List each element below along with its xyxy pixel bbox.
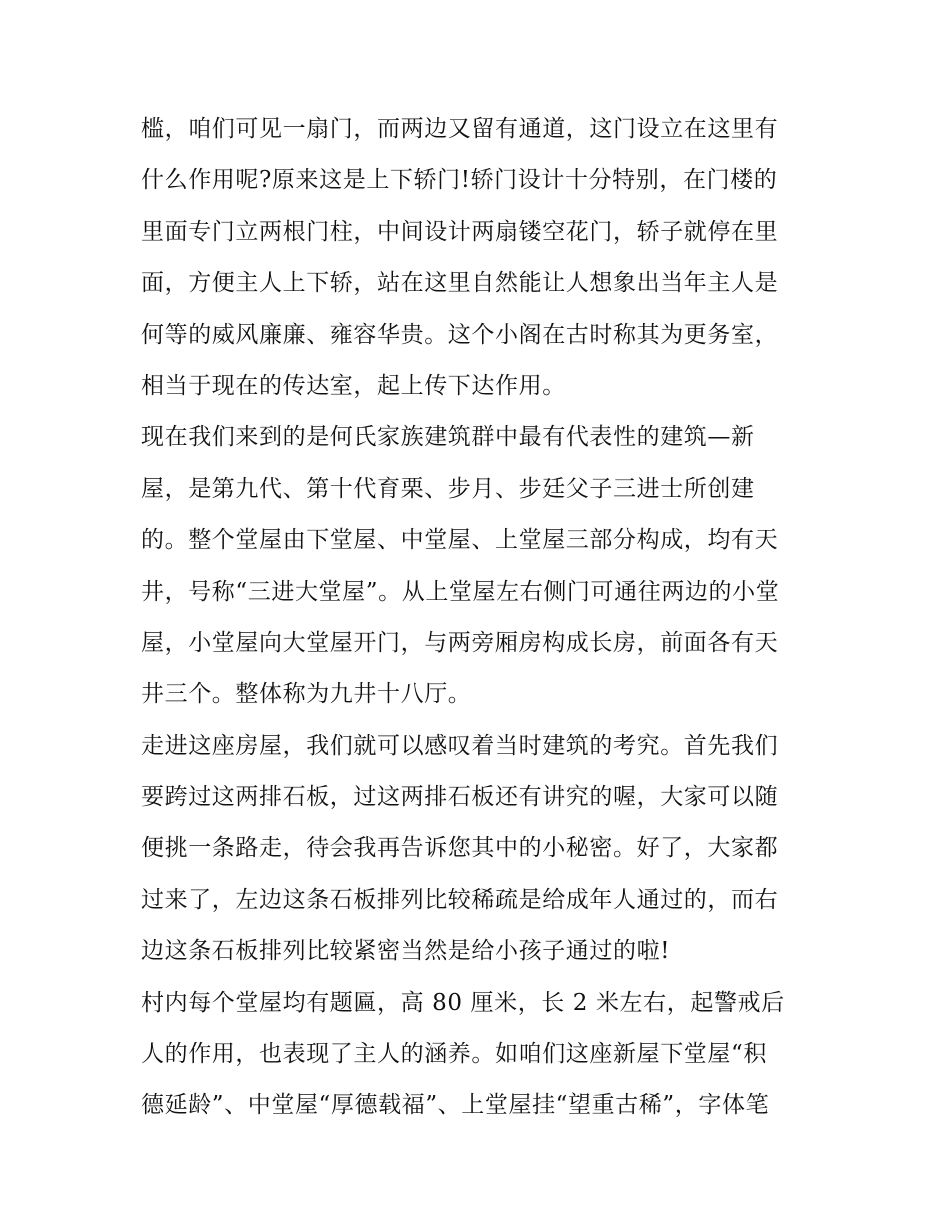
text-line: 人的作用，也表现了主人的涵养。如咱们这座新屋下堂屋“积	[141, 1041, 767, 1068]
text-line: 井三个。整体称为九井十八厅。	[141, 681, 472, 708]
body-text	[141, 104, 821, 1132]
text-line: 相当于现在的传达室，起上传下达作用。	[141, 372, 566, 399]
text-line: 槛，咱们可见一扇门，而两边又留有通道，这门设立在这里有	[141, 116, 779, 142]
text-line: 的。整个堂屋由下堂屋、中堂屋、上堂屋三部分构成，均有天	[141, 527, 779, 554]
text-line: 现在我们来到的是何氏家族建筑群中最有代表性的建筑—新	[141, 424, 755, 451]
text-line: 要跨过这两排石板，过这两排石板还有讲究的喔，大家可以随	[141, 784, 779, 811]
text-line: 德延龄”、中堂屋“厚德载福”、上堂屋挂“望重古稀”，字体笔	[141, 1092, 770, 1119]
text-line: 屋，小堂屋向大堂屋开门，与两旁厢房构成长房，前面各有天	[141, 629, 779, 656]
text-line: 边这条石板排列比较紧密当然是给小孩子通过的啦!	[141, 938, 671, 965]
text-line: 何等的威风廉廉、雍容华贵。这个小阁在古时称其为更务室，	[141, 321, 779, 348]
text-line: 井，号称“三进大堂屋”。从上堂屋左右侧门可通往两边的小堂	[141, 578, 780, 605]
text-line: 过来了，左边这条石板排列比较稀疏是给成年人通过的，而右	[141, 886, 779, 913]
text-line: 走进这座房屋，我们就可以感叹着当时建筑的考究。首先我们	[141, 732, 779, 759]
text-line: 便挑一条路走，待会我再告诉您其中的小秘密。好了，大家都	[141, 835, 779, 862]
text-line: 什么作用呢?原来这是上下轿门!轿门设计十分特别，在门楼的	[141, 167, 778, 194]
text-line: 村内每个堂屋均有题匾，高 80 厘米，长 2 米左右，起警戒后	[141, 989, 785, 1016]
text-line: 里面专门立两根门柱，中间设计两扇镂空花门，轿子就停在里	[141, 218, 779, 245]
text-line: 面，方便主人上下轿，站在这里自然能让人想象出当年主人是	[141, 270, 779, 297]
text-line: 屋，是第九代、第十代育栗、步月、步廷父子三进士所创建	[141, 475, 755, 502]
